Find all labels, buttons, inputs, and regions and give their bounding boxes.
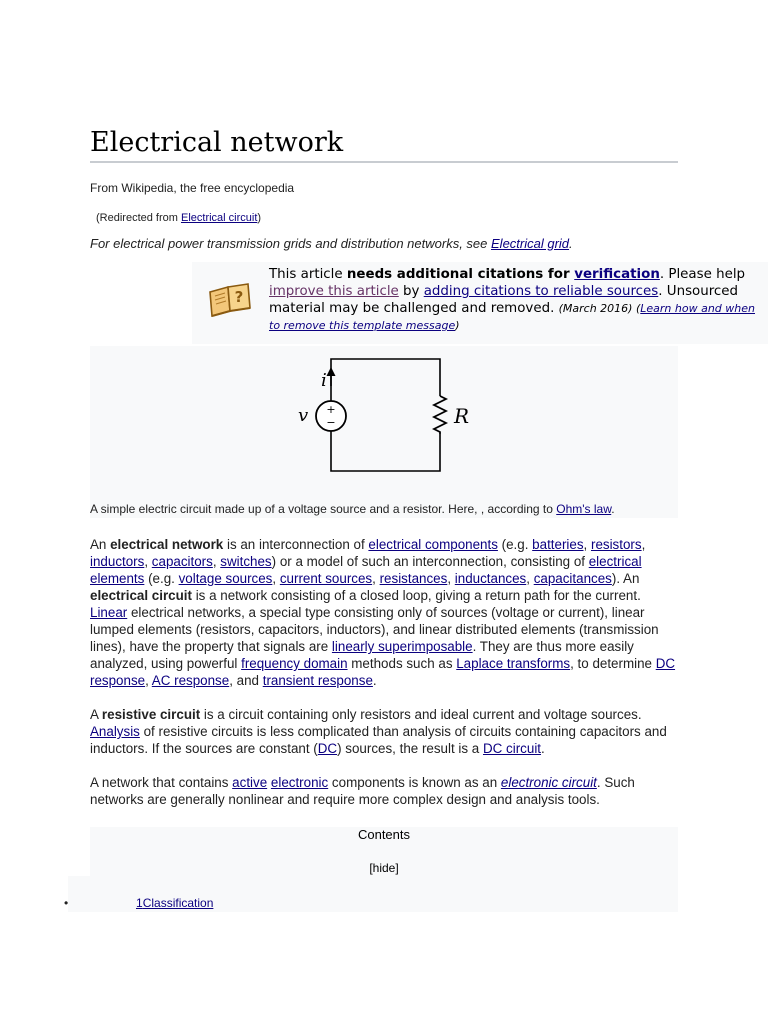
page-title: Electrical network (90, 125, 678, 163)
citation-notice (192, 262, 768, 344)
figure-caption (90, 502, 615, 516)
ohms-law-link[interactable]: Ohm's law (556, 502, 612, 516)
toc-hide-toggle[interactable]: [hide] (369, 861, 399, 875)
voltage-label: v (298, 405, 309, 426)
electrical-elements-link[interactable]: electrical elements (90, 554, 642, 586)
circuit-wire (331, 430, 440, 471)
toc-bullet: • (64, 896, 69, 910)
electronic-circuit-paragraph: A network that contains active electronic components is known as an electronic circuit. Such networks are generally nonlinear and require more complex design and analysis tools. (90, 775, 635, 807)
intro-paragraph: An electrical network is an interconnection of electrical components (e.g. batteries, resistors, inductors, capacitors, switches) or a model of such an interconnection, consisting of electrical elements (e.g. voltage sources, current sources, resistances, inductances, capacitances). An electrical circuit is a network consisting of a closed loop, giving a return path for the current. Linear electrical networks, a special type consisting only of sources (voltage or current), linear lumped elements (resistors, capacitors, inductors), and linear distributed elements (transmission lines), have the property that signals are linearly superimposable. They are thus more easily analyzed, using powerful frequency domain methods such as Laplace transforms, to determine DC response, AC response, and transient response. (90, 537, 676, 688)
circuit-wire (331, 359, 440, 403)
batteries-link[interactable]: batteries (532, 537, 584, 552)
toc-label: Classification (142, 896, 214, 910)
dc-circuit-link[interactable]: DC circuit (482, 741, 542, 756)
resistive-circuit-paragraph: A resistive circuit is a circuit containing only resistors and ideal current and voltage sources. Analysis of resistive circuits is less complicated than analysis of circuits containing capacitors and inductors. If the sources are constant (DC) sources, the result is a DC circuit. (90, 707, 667, 756)
inductances-link[interactable]: inductances (454, 571, 527, 586)
hatnote (90, 236, 573, 251)
capacitors-link[interactable]: capacitors (151, 554, 213, 569)
capacitances-link[interactable]: capacitances (533, 571, 612, 586)
learn-remove-link[interactable]: Learn how and when to remove this template message (269, 302, 755, 332)
source-minus-sign: − (326, 416, 336, 429)
citation-notice-text (269, 266, 768, 334)
improve-article-link[interactable]: improve this article (269, 284, 399, 299)
electronic-circuit-link[interactable]: electronic circuit (500, 775, 597, 790)
ac-response-link[interactable]: AC response (151, 673, 230, 688)
resistors-link[interactable]: resistors (590, 537, 642, 552)
term-electrical-circuit: electrical circuit (90, 588, 192, 603)
notice-text: . Please help (659, 267, 746, 282)
toc-number: 1 (136, 896, 143, 910)
electrical-components-link[interactable]: electrical components (368, 537, 498, 552)
linearly-superimposable-link[interactable]: linearly superimposable (331, 639, 473, 654)
source-plus-sign: + (326, 403, 336, 416)
voltage-sources-link[interactable]: voltage sources (178, 571, 273, 586)
current-arrowhead (327, 367, 336, 376)
dc-link[interactable]: DC (317, 741, 338, 756)
circuit-figure (90, 346, 678, 518)
inductors-link[interactable]: inductors (90, 554, 145, 569)
laplace-transforms-link[interactable]: Laplace transforms (456, 656, 571, 671)
redirect-suffix: ) (257, 212, 262, 224)
redirect-link[interactable]: Electrical circuit (180, 212, 258, 224)
resistances-link[interactable]: resistances (379, 571, 448, 586)
electronic-link[interactable]: electronic (270, 775, 329, 790)
book-question-icon (206, 278, 254, 318)
notice-text: ) (455, 319, 460, 332)
notice-emphasis: needs additional citations for (346, 267, 575, 282)
notice-date: (March 2016) (558, 302, 633, 315)
caption-text: A simple electric circuit made up of a voltage source and a resistor. Here, , according to (90, 502, 557, 516)
analysis-link[interactable]: Analysis (90, 724, 140, 739)
active-link[interactable]: active (232, 775, 268, 790)
caption-end: . (611, 502, 615, 516)
site-tagline: From Wikipedia, the free encyclopedia (90, 181, 295, 195)
notice-text: ( (632, 302, 641, 315)
notice-text: by (398, 284, 424, 299)
verification-link[interactable]: verification (574, 267, 660, 282)
svg-text:?: ? (234, 288, 244, 306)
term-resistive-circuit: resistive circuit (101, 707, 201, 722)
current-label: i (321, 370, 327, 391)
redirect-note (96, 212, 261, 224)
linear-link[interactable]: Linear (90, 605, 128, 620)
redirect-prefix: (Redirected from (96, 212, 181, 224)
notice-text: This article (269, 267, 347, 282)
adding-citations-link[interactable]: adding citations to reliable sources (423, 284, 659, 299)
toc-link-classification[interactable] (136, 896, 213, 910)
hatnote-link[interactable]: Electrical grid (491, 236, 570, 251)
hatnote-text: For electrical power transmission grids and distribution networks, see (90, 236, 492, 251)
notice-text: . Unsourced material may be challenged and removed. (269, 284, 739, 316)
transient-response-link[interactable]: transient response (262, 673, 373, 688)
frequency-domain-link[interactable]: frequency domain (241, 656, 348, 671)
circuit-diagram (90, 346, 678, 496)
dc-response-link[interactable]: DC response (90, 656, 676, 688)
switches-link[interactable]: switches (220, 554, 272, 569)
hatnote-end: . (569, 236, 573, 251)
term-electrical-network: electrical network (110, 537, 224, 552)
resistor-label: R (454, 404, 470, 428)
toc-title: Contents (357, 827, 411, 842)
current-sources-link[interactable]: current sources (279, 571, 373, 586)
resistor (434, 396, 446, 434)
